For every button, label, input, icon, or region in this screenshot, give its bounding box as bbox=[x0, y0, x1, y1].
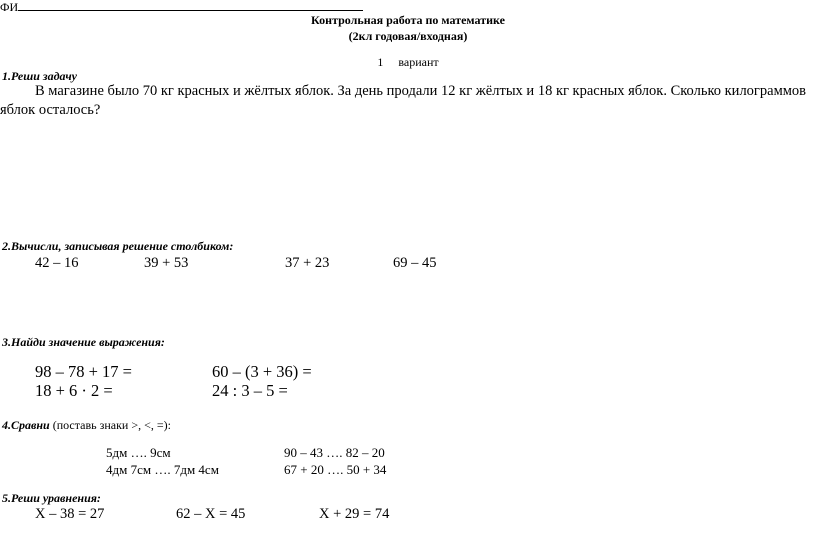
page-title: Контрольная работа по математике bbox=[311, 13, 505, 27]
page-subtitle: (2кл годовая/входная) bbox=[348, 29, 468, 43]
task2-heading: 2.Вычисли, записывая решение столбиком: bbox=[2, 239, 234, 253]
task1-text-line2: яблок осталось? bbox=[0, 102, 101, 118]
variant-line bbox=[0, 55, 816, 70]
name-field bbox=[0, 0, 363, 14]
variant-number: 1 bbox=[377, 55, 384, 69]
task4-item: 67 + 20 …. 50 + 34 bbox=[284, 462, 387, 477]
task5-heading: 5.Реши уравнения: bbox=[2, 491, 101, 505]
task1-heading: 1.Реши задачу bbox=[2, 69, 77, 83]
task4-item: 5дм …. 9см bbox=[106, 445, 171, 460]
task2-item: 37 + 23 bbox=[285, 255, 330, 271]
task2-item: 39 + 53 bbox=[144, 255, 189, 271]
variant-label: вариант bbox=[398, 55, 439, 69]
task3-item: 24 : 3 – 5 = bbox=[212, 381, 288, 400]
task3-heading: 3.Найди значение выражения: bbox=[2, 335, 165, 349]
task3-item: 98 – 78 + 17 = bbox=[35, 362, 132, 381]
task2-item: 69 – 45 bbox=[393, 255, 437, 271]
task4-instruction: (поставь знаки >, <, =): bbox=[52, 418, 171, 432]
task1-text-line1: В магазине было 70 кг красных и жёлтых яблок. За день продали 12 кг жёлтых и 18 кг красных яблок. Сколько килограммов bbox=[35, 83, 807, 99]
task4-heading-label: 4.Сравни bbox=[2, 418, 50, 432]
task3-item: 60 – (3 + 36) = bbox=[212, 362, 312, 381]
name-label: ФИ bbox=[0, 0, 19, 14]
task5-item: 62 – Х = 45 bbox=[176, 506, 246, 522]
task4-item: 4дм 7см …. 7дм 4см bbox=[106, 462, 219, 477]
name-underline bbox=[18, 0, 363, 11]
task5-item: Х – 38 = 27 bbox=[35, 506, 105, 522]
task2-item: 42 – 16 bbox=[35, 255, 79, 271]
task3-item: 18 + 6 · 2 = bbox=[35, 381, 113, 400]
task4-heading bbox=[2, 418, 171, 433]
task5-item: Х + 29 = 74 bbox=[319, 506, 390, 522]
task4-item: 90 – 43 …. 82 – 20 bbox=[284, 445, 385, 460]
